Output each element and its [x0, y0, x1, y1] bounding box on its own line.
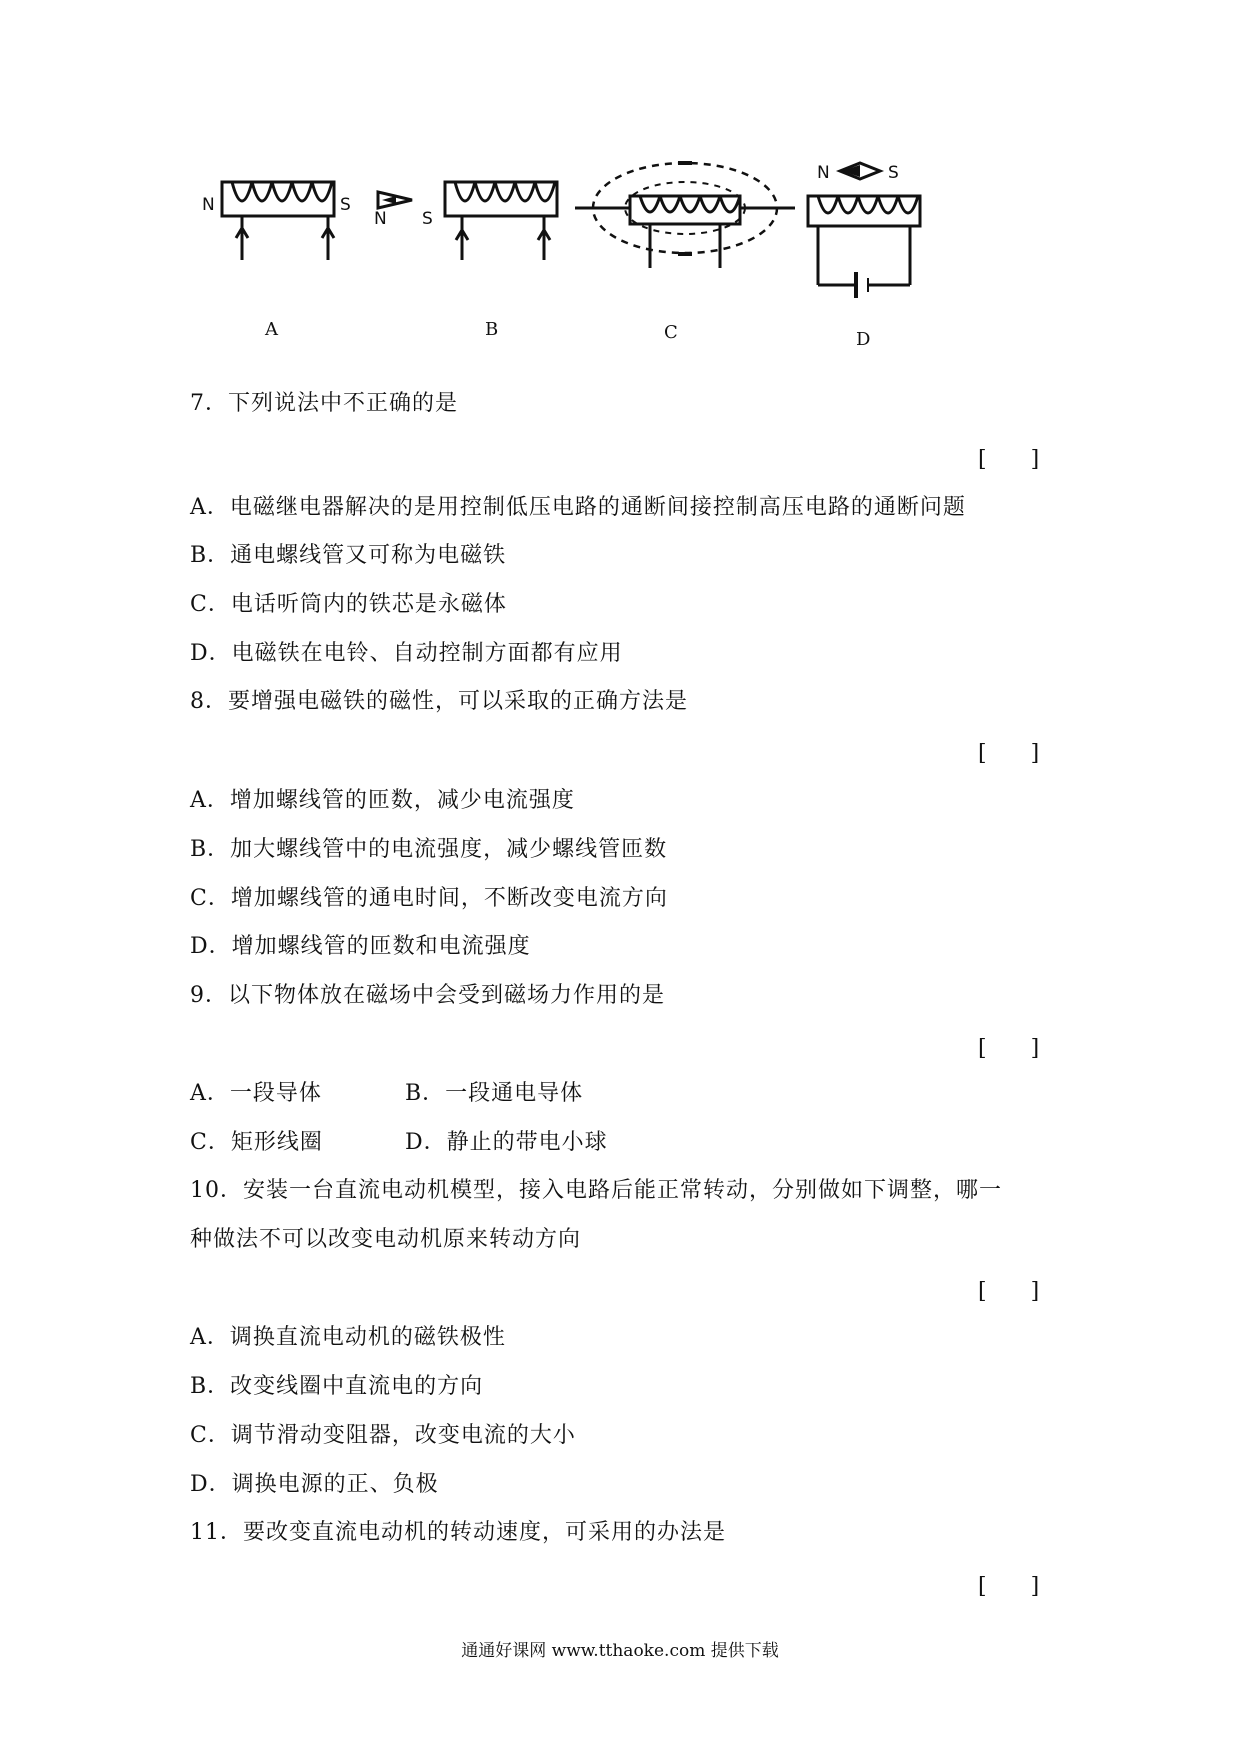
figure-label-d: D — [856, 329, 871, 350]
question-9-option-d: D．静止的带电小球 — [405, 1130, 608, 1155]
question-9-option-c: C．矩形线圈 — [190, 1130, 323, 1155]
question-7-stem: 7．下列说法中不正确的是 — [190, 391, 458, 416]
figure-label-b: B — [485, 319, 499, 340]
pole-s-a: S — [340, 195, 351, 215]
question-7-answer-bracket: [ ] — [978, 447, 1040, 472]
figure-label-c: C — [664, 322, 678, 343]
question-9-option-a: A．一段导体 — [190, 1081, 322, 1106]
question-8-stem: 8．要增强电磁铁的磁性，可以采取的正确方法是 — [190, 689, 688, 714]
question-10-stem-line-2: 种做法不可以改变电动机原来转动方向 — [190, 1227, 582, 1252]
question-7-option-d: D．电磁铁在电铃、自动控制方面都有应用 — [190, 641, 623, 666]
question-8-option-a: A．增加螺线管的匝数，减少电流强度 — [190, 788, 575, 813]
question-9-answer-bracket: [ ] — [978, 1036, 1040, 1061]
question-11-answer-bracket: [ ] — [978, 1574, 1040, 1599]
pole-s-d: S — [888, 163, 899, 183]
diagram-d — [808, 163, 920, 298]
diagram-c — [575, 163, 795, 268]
question-7-option-c: C．电话听筒内的铁芯是永磁体 — [190, 592, 507, 617]
question-8-option-d: D．增加螺线管的匝数和电流强度 — [190, 934, 531, 959]
diagram-a — [222, 182, 334, 260]
question-8-option-b: B．加大螺线管中的电流强度，减少螺线管匝数 — [190, 837, 668, 862]
solenoid-diagrams — [200, 160, 1050, 360]
question-7-option-a: A．电磁继电器解决的是用控制低压电路的通断间接控制高压电路的通断问题 — [190, 495, 966, 520]
question-8-option-c: C．增加螺线管的通电时间，不断改变电流方向 — [190, 886, 668, 911]
question-10-option-a: A．调换直流电动机的磁铁极性 — [190, 1325, 506, 1350]
diagram-b — [378, 182, 557, 260]
solenoid-figure — [200, 160, 1050, 360]
question-11-stem: 11．要改变直流电动机的转动速度，可采用的办法是 — [190, 1520, 726, 1545]
question-7-option-b: B．通电螺线管又可称为电磁铁 — [190, 543, 507, 568]
figure-label-a: A — [265, 319, 278, 340]
question-10-stem-line-1: 10．安装一台直流电动机模型，接入电路后能正常转动，分别做如下调整，哪一 — [190, 1178, 1002, 1203]
pole-n-b: N — [374, 209, 387, 229]
page-footer: 通通好课网 www.tthaoke.com 提供下载 — [461, 1641, 779, 1661]
question-9-option-b: B．一段通电导体 — [405, 1081, 584, 1106]
pole-n-d: N — [817, 163, 830, 183]
question-10-option-d: D．调换电源的正、负极 — [190, 1472, 439, 1497]
pole-s-b: S — [422, 209, 433, 229]
question-9-stem: 9．以下物体放在磁场中会受到磁场力作用的是 — [190, 983, 665, 1008]
question-8-answer-bracket: [ ] — [978, 741, 1040, 766]
question-10-option-b: B．改变线圈中直流电的方向 — [190, 1374, 484, 1399]
question-10-answer-bracket: [ ] — [978, 1279, 1040, 1304]
question-10-option-c: C．调节滑动变阻器，改变电流的大小 — [190, 1423, 576, 1448]
pole-n-a: N — [202, 195, 215, 215]
